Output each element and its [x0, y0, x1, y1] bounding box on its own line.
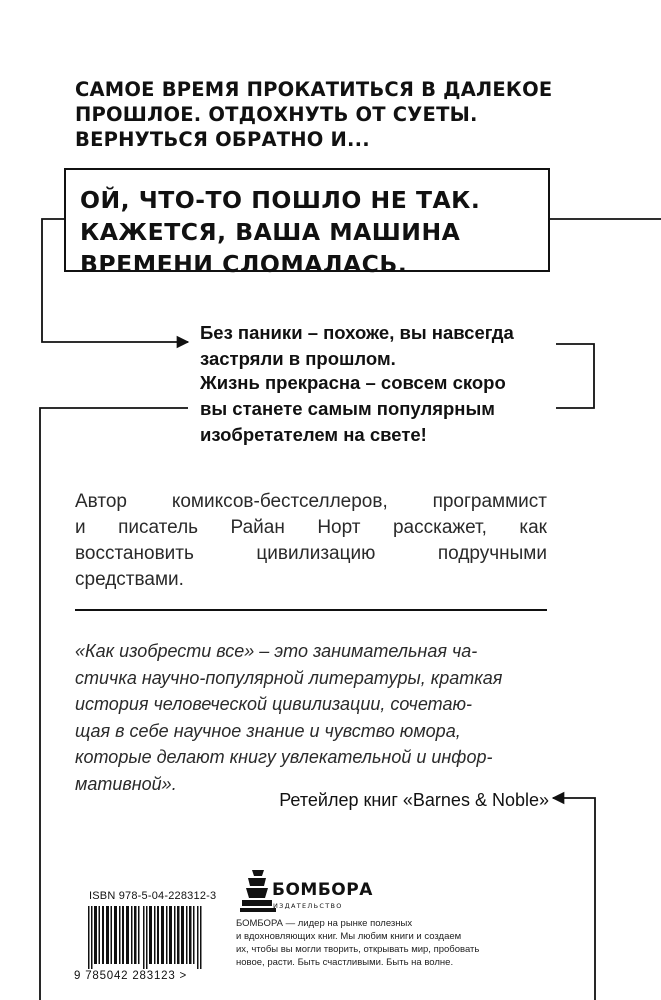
headline-line: ВЕРНУТЬСЯ ОБРАТНО И...	[75, 128, 370, 151]
warning-line: застряли в прошлом.	[200, 348, 396, 369]
isbn-label: ISBN 978-5-04-228312-3	[89, 890, 217, 902]
quote-attribution: Ретейлер книг «Barnes & Noble»	[279, 790, 549, 810]
alert-line: ОЙ, ЧТО-ТО ПОШЛО НЕ ТАК.	[80, 186, 481, 214]
quote-line: история человеческой цивилизации, сочетаю-	[75, 694, 473, 714]
publisher-brand: БОМБОРА	[272, 880, 373, 900]
description-line: средствами.	[75, 569, 184, 590]
quote-line: «Как изобрести все» – это занимательная ча-	[75, 641, 478, 661]
alert-line: КАЖЕТСЯ, ВАША МАШИНА	[80, 218, 461, 246]
publisher-line: БОМБОРА — лидер на рынке полезных	[236, 918, 413, 929]
publisher-line: новое, расти. Быть счастливыми. Быть на волне.	[236, 957, 454, 968]
warning-block	[200, 370, 560, 448]
review-quote	[75, 638, 547, 797]
publisher-line: и вдохновляющих книг. Мы любим книги и создаем	[236, 931, 462, 942]
quote-line: мативной».	[75, 773, 177, 794]
divider	[75, 609, 547, 611]
flow-connector-warning	[556, 344, 594, 408]
publisher-blurb	[236, 917, 480, 969]
book-description	[75, 489, 547, 593]
quote-line: которые делают книгу увлекательной и инфор-	[75, 747, 493, 767]
warning-line: Жизнь прекрасна – совсем скоро	[200, 372, 506, 393]
description-line: восстановить цивилизацию подручными	[75, 543, 547, 564]
description-line: Автор комиксов-бестселлеров, программист	[75, 491, 547, 512]
warning-line: Без паники – похоже, вы навсегда	[200, 322, 514, 343]
warning-line: изобретателем на свете!	[200, 424, 427, 445]
publisher-line: их, чтобы вы могли творить, открывать мир, пробовать	[236, 944, 480, 955]
headline-line: ПРОШЛОЕ. ОТДОХНУТЬ ОТ СУЕТЫ.	[75, 103, 478, 126]
barcode-number: 9 785042 283123 >	[74, 970, 188, 982]
quote-line: щая в себе научное знание и чувство юмора,	[75, 720, 461, 741]
warning-line: вы станете самым популярным	[200, 398, 495, 419]
warning-block	[200, 320, 560, 372]
barcode-icon	[88, 906, 202, 969]
quote-line: стичка научно-популярной литературы, краткая	[75, 667, 503, 688]
alert-box	[64, 168, 550, 278]
alert-line: ВРЕМЕНИ СЛОМАЛАСЬ.	[80, 250, 408, 278]
headline	[75, 77, 585, 152]
publisher-brand-sub: ИЗДАТЕЛЬСТВО	[273, 902, 343, 910]
headline-line: САМОЕ ВРЕМЯ ПРОКАТИТЬСЯ В ДАЛЕКОЕ	[75, 78, 553, 101]
flow-arrow-icon	[553, 798, 595, 1000]
description-line: и писатель Райан Норт расскажет, как	[75, 517, 547, 538]
